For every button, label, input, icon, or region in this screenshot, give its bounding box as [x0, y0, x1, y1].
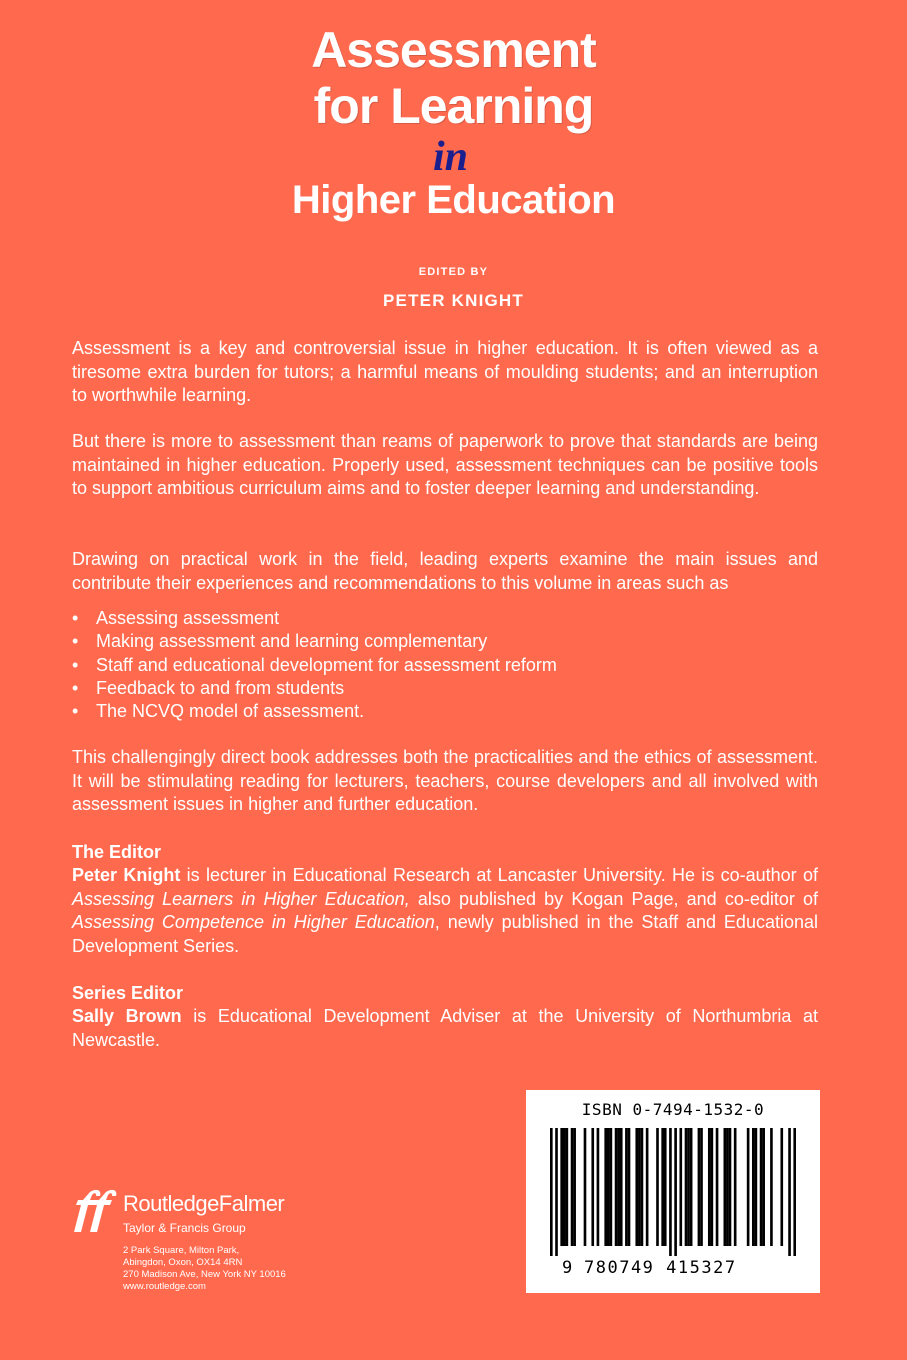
barcode-bar — [560, 1128, 563, 1246]
barcode-bar — [716, 1128, 719, 1246]
ean-digits: 780749 415327 — [584, 1258, 737, 1278]
barcode-bar — [708, 1128, 711, 1246]
blurb-paragraph-2: But there is more to assessment than reams of paperwork to prove that standards are being maintained in higher education. Properly used, assessment techniques can be positive tools to support ambitious curriculum aims and to foster deeper learning and understanding. — [72, 431, 818, 498]
barcode-panel — [526, 1090, 820, 1293]
publisher-group: Taylor & Francis Group — [123, 1221, 246, 1235]
barcode-bar — [635, 1128, 638, 1246]
barcode-bar — [698, 1128, 701, 1246]
barcode-bar — [780, 1128, 783, 1246]
barcode-bar — [760, 1128, 763, 1246]
barcode-bar — [734, 1128, 737, 1246]
blurb-paragraph-1: Assessment is a key and controversial issue in higher education. It is often viewed as a tiresome extra burden for tutors; a harmful means of moulding students; and an interruption to worthwhile learning. — [72, 338, 818, 405]
barcode-bar — [729, 1128, 732, 1246]
address-line: Abingdon, Oxon, OX14 4RN — [123, 1257, 243, 1268]
barcode-bar — [661, 1128, 664, 1246]
barcode-bar — [711, 1128, 714, 1246]
title-line-1: Assessment — [311, 22, 596, 78]
barcode-bar — [638, 1128, 641, 1246]
barcode-bar — [646, 1128, 649, 1246]
address-line: www.routledge.com — [123, 1281, 206, 1292]
barcode-bar — [571, 1128, 574, 1246]
editor-bio-text-1: is lecturer in Educational Research at Lancaster University. He is co-author of — [180, 865, 818, 885]
book-title — [0, 22, 907, 224]
title-line-3: Higher Education — [291, 178, 616, 222]
barcode-bar — [566, 1128, 569, 1246]
barcode-bar — [679, 1128, 682, 1246]
bullet-item: • Assessing assessment — [72, 607, 557, 630]
edited-by-label: EDITED BY — [418, 266, 489, 278]
series-editor-name: Sally Brown — [72, 1006, 182, 1026]
barcode-bar — [685, 1128, 688, 1246]
editor-section-heading: The Editor — [72, 842, 161, 862]
barcode-bar — [563, 1128, 566, 1246]
barcode-bar — [617, 1128, 620, 1246]
bullet-item: • Feedback to and from students — [72, 677, 557, 700]
address-line: 270 Madison Ave, New York NY 10016 — [123, 1269, 286, 1280]
barcode-bar — [793, 1128, 796, 1256]
barcode-bar — [641, 1128, 644, 1246]
barcode-bar — [687, 1128, 690, 1246]
editor-bio-text-2: also published by Kogan Page, and co-editor of — [409, 888, 818, 909]
barcode-bar — [615, 1128, 618, 1246]
routledge-ff-logo-icon — [70, 1188, 118, 1234]
blurb-paragraph-4: This challengingly direct book addresses both the practicalities and the ethics of assessment. It will be stimulating reading for lecturers, teachers, course developers and all involved with assessment issues in higher and further education. — [72, 747, 818, 814]
barcode-bar — [752, 1128, 755, 1246]
barcode-bar — [625, 1128, 628, 1246]
address-line: 2 Park Square, Milton Park, — [123, 1245, 240, 1256]
editor-bio — [72, 864, 818, 958]
barcode-bar — [573, 1128, 576, 1246]
barcode-bar — [607, 1128, 610, 1246]
title-connector-in: in — [432, 134, 469, 180]
barcode-bar — [664, 1128, 667, 1246]
ean-prefix-digit: 9 — [562, 1258, 573, 1278]
bullet-item: • The NCVQ model of assessment. — [72, 700, 557, 723]
editor-bio-book-1: Assessing Learners in Higher Education, — [72, 888, 410, 909]
ean-barcode — [550, 1128, 796, 1256]
barcode-bar — [610, 1128, 613, 1246]
editor-bio-book-2: Assessing Competence in Higher Education — [72, 912, 435, 932]
publisher-address — [123, 1245, 353, 1293]
series-editor-heading: Series Editor — [72, 983, 184, 1003]
barcode-bar — [555, 1128, 558, 1256]
blurb-paragraph-3: Drawing on practical work in the field, leading experts examine the main issues and contribute their experiences and recommendations to this volume in areas such as — [72, 549, 818, 593]
publisher-name: RoutledgeFalmer — [123, 1191, 285, 1216]
barcode-bar — [620, 1128, 623, 1246]
bullet-item: • Staff and educational development for assessment reform — [72, 654, 557, 677]
barcode-bar — [674, 1128, 677, 1256]
barcode-bar — [597, 1128, 600, 1246]
editor-bio-text-3: , newly published in the Staff and Educational Development Series. — [72, 912, 818, 956]
title-line-2: for Learning — [313, 78, 594, 134]
barcode-bar — [755, 1128, 758, 1246]
barcode-bar — [669, 1128, 672, 1256]
topic-bullet-list — [72, 607, 557, 723]
barcode-bar — [690, 1128, 693, 1246]
barcode-bar — [700, 1128, 703, 1246]
barcode-bar — [723, 1128, 726, 1246]
barcode-bar — [628, 1128, 631, 1246]
barcode-bar — [762, 1128, 765, 1246]
bullet-item: • Making assessment and learning complementary — [72, 630, 557, 653]
barcode-bar — [770, 1128, 773, 1246]
barcode-bar — [656, 1128, 659, 1246]
barcode-bar — [604, 1128, 607, 1246]
barcode-bar — [788, 1128, 791, 1256]
barcode-bar — [591, 1128, 594, 1246]
editor-bio-name: Peter Knight — [72, 865, 181, 885]
barcode-bar — [726, 1128, 729, 1246]
barcode-bar — [584, 1128, 587, 1246]
editor-name: PETER KNIGHT — [383, 291, 524, 310]
isbn-label: ISBN 0-7494-1532-0 — [581, 1100, 765, 1119]
series-editor-bio — [72, 1005, 818, 1052]
series-editor-text: is Educational Development Adviser at the University of Northumbria at Newcastle. — [72, 1006, 818, 1050]
barcode-bar — [550, 1128, 553, 1256]
barcode-bar — [747, 1128, 750, 1246]
